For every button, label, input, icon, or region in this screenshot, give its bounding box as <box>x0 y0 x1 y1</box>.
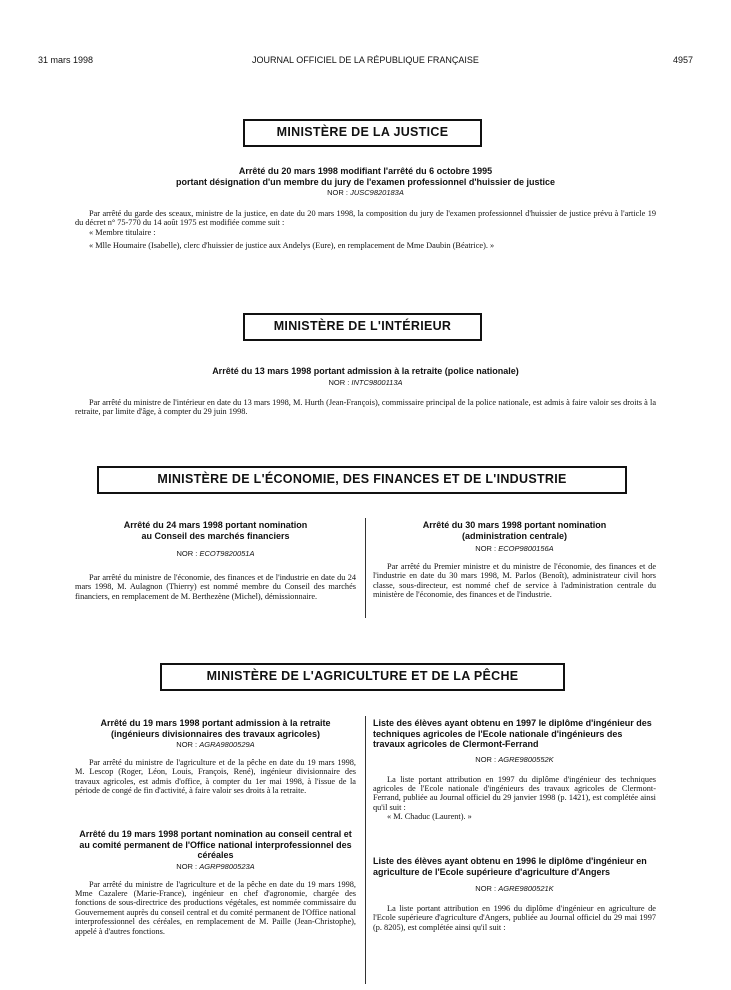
page-header <box>38 55 693 69</box>
economie-left-section <box>75 520 356 601</box>
economie-right-title: Arrêté du 30 mars 1998 portant nomination (administration centrale) <box>422 520 607 541</box>
agriculture-left1-title: Arrêté du 19 mars 1998 portant admission à la retraite (ingénieurs divisionnaires des travaux agricoles) <box>100 718 331 739</box>
agriculture-left1-body: Par arrêté du ministre de l'agriculture et de la pêche en date du 19 mars 1998, M. Lescop (Roger, Léon, Louis, François, René), ingénieur divisionnaire des travaux agricoles, est admis d'office, à compter du 1er mai 1998, à l'issue de la période de congé de fin d'activité, à faire valoir ses droits à la retraite. <box>75 758 356 796</box>
agriculture-right1-body: La liste portant attribution en 1997 du diplôme d'ingénieur des techniques agricoles de l'Ecole nationale d'ingénieurs des travaux agricoles de Clermont-Ferrand, publiée au Journal officiel du 29 janvier 1998 (p. 1421), est complétée ainsi qu'il suit : « M. Chaduc (Laurent). » <box>373 774 656 822</box>
ministry-interieur-heading: MINISTÈRE DE L'INTÉRIEUR <box>243 313 482 341</box>
agriculture-right1-title: Liste des élèves ayant obtenu en 1997 le diplôme d'ingénieur des techniques agricoles de l'Ecole nationale d'ingénieurs des travaux agricoles de Clermont-Ferrand <box>373 718 652 749</box>
economie-left-body: Par arrêté du ministre de l'économie, des finances et de l'industrie en date du 24 mars 1998, M. Aulagnon (Thierry) est nommé membre du Conseil des marchés financiers, en remplacement de M. Berthezène (Michel), démissionnaire. <box>75 573 356 601</box>
justice-nor: NOR : JUSC9820183A <box>327 188 404 197</box>
economie-right-nor: NOR : ECOP9800156A <box>475 544 554 553</box>
agriculture-left1-section <box>75 718 356 796</box>
agriculture-right2-title: Liste des élèves ayant obtenu en 1996 le diplôme d'ingénieur en agriculture de l'Ecole supérieure d'agriculture d'Angers <box>373 856 647 877</box>
page-number: 4957 <box>672 55 693 65</box>
agriculture-right2-nor: NOR : AGRE9800521K <box>475 884 554 893</box>
issue-date: 31 mars 1998 <box>38 55 94 65</box>
ministry-economie-heading: MINISTÈRE DE L'ÉCONOMIE, DES FINANCES ET DE L'INDUSTRIE <box>97 466 627 494</box>
interieur-nor: NOR : INTC9800113A <box>328 377 403 387</box>
economie-right-section <box>373 520 656 600</box>
journal-title: JOURNAL OFFICIEL DE LA RÉPUBLIQUE FRANÇAISE <box>252 55 479 65</box>
agriculture-left2-nor: NOR : AGRP9800523A <box>176 861 255 871</box>
interieur-title: Arrêté du 13 mars 1998 portant admission à la retraite (police nationale) <box>212 366 519 376</box>
economie-left-nor: NOR : ECOT9820051A <box>176 549 255 558</box>
agriculture-left2-title: Arrêté du 19 mars 1998 portant nomination au conseil central et au comité permanent de l'Office national interprofessionnel des céréales <box>79 829 352 860</box>
agriculture-right1-nor: NOR : AGRE9800552K <box>475 754 554 764</box>
column-divider <box>365 518 366 618</box>
agriculture-right1-section <box>373 718 656 822</box>
agriculture-right2-section <box>373 856 656 932</box>
agriculture-left2-section <box>75 829 356 936</box>
justice-body: Par arrêté du garde des sceaux, ministre de la justice, en date du 20 mars 1998, la composition du jury de l'examen professionnel d'huissier de justice prévu à l'article 19 du décret n° 75-770 du 14 août 1975 est modifiée comme suit : « Membre titulaire : « Mlle Houmaire (Isabelle), clerc d'huissier de justice aux Andelys (Eure), en remplacement de Mme Daubin (Béatrice). » <box>75 209 656 251</box>
justice-section <box>75 166 656 251</box>
agriculture-left2-body: Par arrêté du ministre de l'agriculture et de la pêche en date du 19 mars 1998, Mme Cazalere (Marie-France), ingénieur en chef d'agronomie, chargée des fonctions de sous-directrice des productions végétales, est nommée commissaire du Gouvernement auprès du conseil central et du comité permanent de l'Office national interprofessionnel des céréales, en remplacement de M. Paille (Jean-Christophe), appelé à d'autres fonctions. <box>75 879 356 936</box>
interieur-body: Par arrêté du ministre de l'intérieur en date du 13 mars 1998, M. Hurth (Jean-François), commissaire principal de la police nationale, est admis à faire valoir ses droits à la retraite, par limite d'âge, à compter du 29 juin 1998. <box>75 397 656 416</box>
economie-left-title: Arrêté du 24 mars 1998 portant nomination au Conseil des marchés financiers <box>123 520 308 541</box>
interieur-section <box>75 366 656 416</box>
agriculture-left1-nor: NOR : AGRA9800529A <box>176 740 255 749</box>
justice-title: Arrêté du 20 mars 1998 modifiant l'arrêté du 6 octobre 1995 portant désignation d'un membre du jury de l'examen professionnel d'huissier de justice <box>176 166 555 187</box>
column-divider-agriculture <box>365 716 366 984</box>
ministry-justice-heading: MINISTÈRE DE LA JUSTICE <box>243 119 482 147</box>
ministry-agriculture-heading: MINISTÈRE DE L'AGRICULTURE ET DE LA PÊCHE <box>160 663 565 691</box>
agriculture-right2-body: La liste portant attribution en 1996 du diplôme d'ingénieur en agriculture de l'Ecole supérieure d'agriculture d'Angers, publiée au Journal officiel du 29 mai 1997 (p. 8205), est complétée ainsi qu'il suit : <box>373 904 656 932</box>
economie-right-body: Par arrêté du Premier ministre et du ministre de l'économie, des finances et de l'industrie en date du 30 mars 1998, M. Parlos (Benoît), administrateur civil hors classe, sous-directeur, est nommé chef de service à l'administration centrale du ministère de l'économie, des finances et de l'industrie. <box>373 562 656 600</box>
